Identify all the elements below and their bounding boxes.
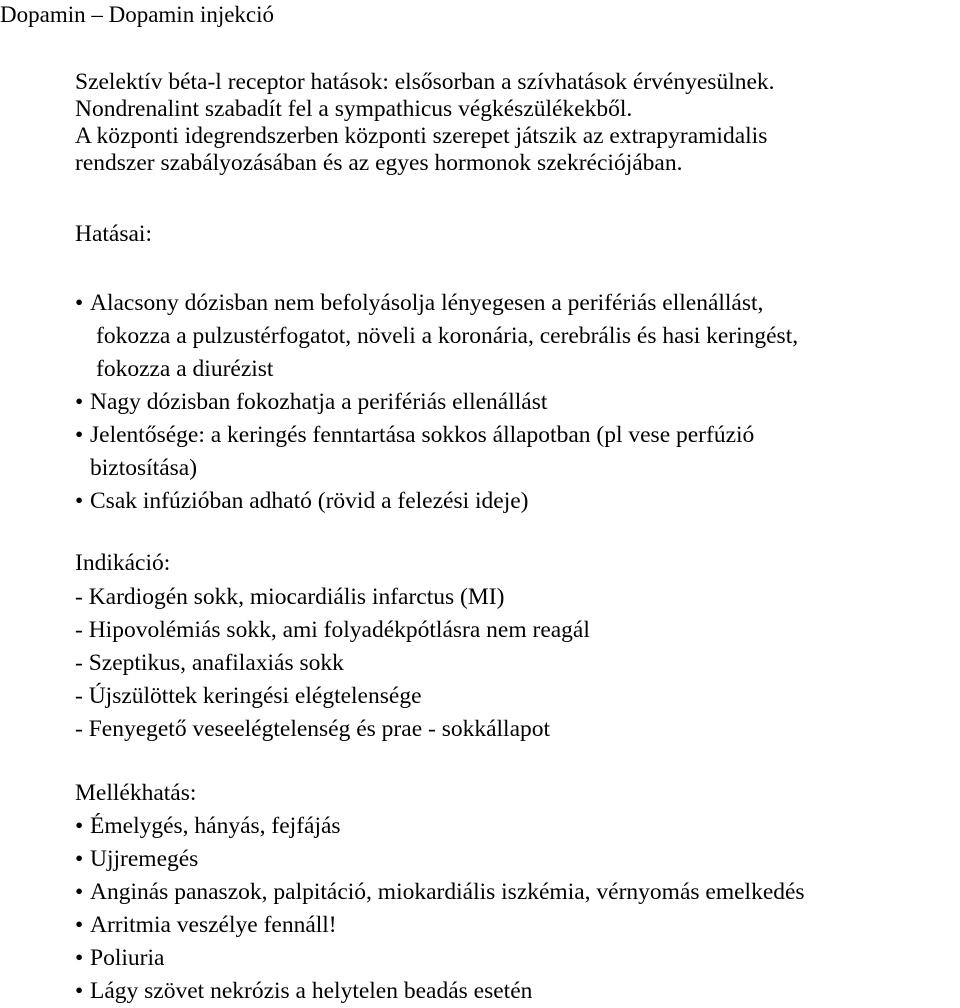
effects-item: [75, 485, 960, 518]
effects-item: [75, 386, 960, 419]
side-effects-item-line: Arritmia veszélye fennáll!: [90, 912, 337, 938]
document-title: Dopamin – Dopamin injekció: [0, 2, 275, 27]
side-effects-item-line: Émelygés, hányás, fejfájás: [90, 813, 341, 839]
effects-item-line: Nagy dózisban fokozhatja a perifériás ellenállást: [90, 389, 548, 415]
side-effects-item-line: Ujjremegés: [90, 846, 199, 872]
bullet-icon: •: [75, 978, 84, 1004]
effects-list: [75, 287, 960, 518]
side-effects-item: [75, 975, 960, 1008]
indication-list: [75, 581, 960, 746]
effects-item: [75, 287, 960, 386]
side-effects-item-line: Lágy szövet nekrózis a helytelen beadás esetén: [90, 978, 533, 1004]
side-effects-item: [75, 810, 960, 843]
effects-item-line: Alacsony dózisban nem befolyásolja lényegesen a perifériás ellenállást,: [90, 290, 764, 316]
bullet-icon: •: [75, 422, 84, 448]
side-effects-item-line: Anginás panaszok, palpitáció, miokardiális iszkémia, vérnyomás emelkedés: [90, 879, 805, 905]
intro-line: Nondrenalint szabadít fel a sympathicus végkészülékekből.: [75, 96, 633, 122]
bullet-icon: •: [75, 879, 84, 905]
bullet-icon: •: [75, 846, 84, 872]
bullet-icon: •: [75, 389, 84, 415]
side-effects-item: [75, 843, 960, 876]
bullet-icon: •: [75, 488, 84, 514]
side-effects-item: [75, 876, 960, 909]
effects-heading: Hatásai:: [75, 221, 152, 247]
indication-item: - Hipovolémiás sokk, ami folyadékpótlásra nem reagál: [75, 617, 590, 643]
bullet-icon: •: [75, 945, 84, 971]
effects-item-line: fokozza a diurézist: [96, 356, 274, 382]
indication-item: - Kardiogén sokk, miocardiális infarctus (MI): [75, 584, 505, 610]
indication-item: - Újszülöttek keringési elégtelensége: [75, 683, 422, 709]
side-effects-heading: Mellékhatás:: [75, 780, 197, 806]
intro-line: Szelektív béta-l receptor hatások: elsősorban a szívhatások érvényesülnek.: [75, 69, 775, 95]
intro-line: A központi idegrendszerben központi szerepet játszik az extrapyramidalis: [75, 123, 768, 149]
side-effects-item-line: Poliuria: [90, 945, 165, 971]
effects-item-line: Csak infúzióban adható (rövid a felezési ideje): [90, 488, 529, 514]
bullet-icon: •: [75, 813, 84, 839]
effects-item: [75, 419, 960, 485]
side-effects-item: [75, 942, 960, 975]
indication-heading: Indikáció:: [75, 550, 171, 576]
effects-item-line: Jelentősége: a keringés fenntartása sokkos állapotban (pl vese perfúzió: [90, 422, 755, 448]
bullet-icon: •: [75, 912, 84, 938]
intro-line: rendszer szabályozásában és az egyes hormonok szekréciójában.: [75, 150, 683, 176]
intro-paragraph: [75, 69, 955, 177]
indication-item: - Fenyegető veseelégtelenség és prae - sokkállapot: [75, 716, 551, 742]
side-effects-list: [75, 810, 960, 1008]
indication-item: - Szeptikus, anafilaxiás sokk: [75, 650, 344, 676]
bullet-icon: •: [75, 290, 84, 316]
effects-item-line: fokozza a pulzustérfogatot, növeli a koronária, cerebrális és hasi keringést,: [96, 323, 799, 349]
effects-item-line: biztosítása): [90, 455, 198, 481]
side-effects-item: [75, 909, 960, 942]
